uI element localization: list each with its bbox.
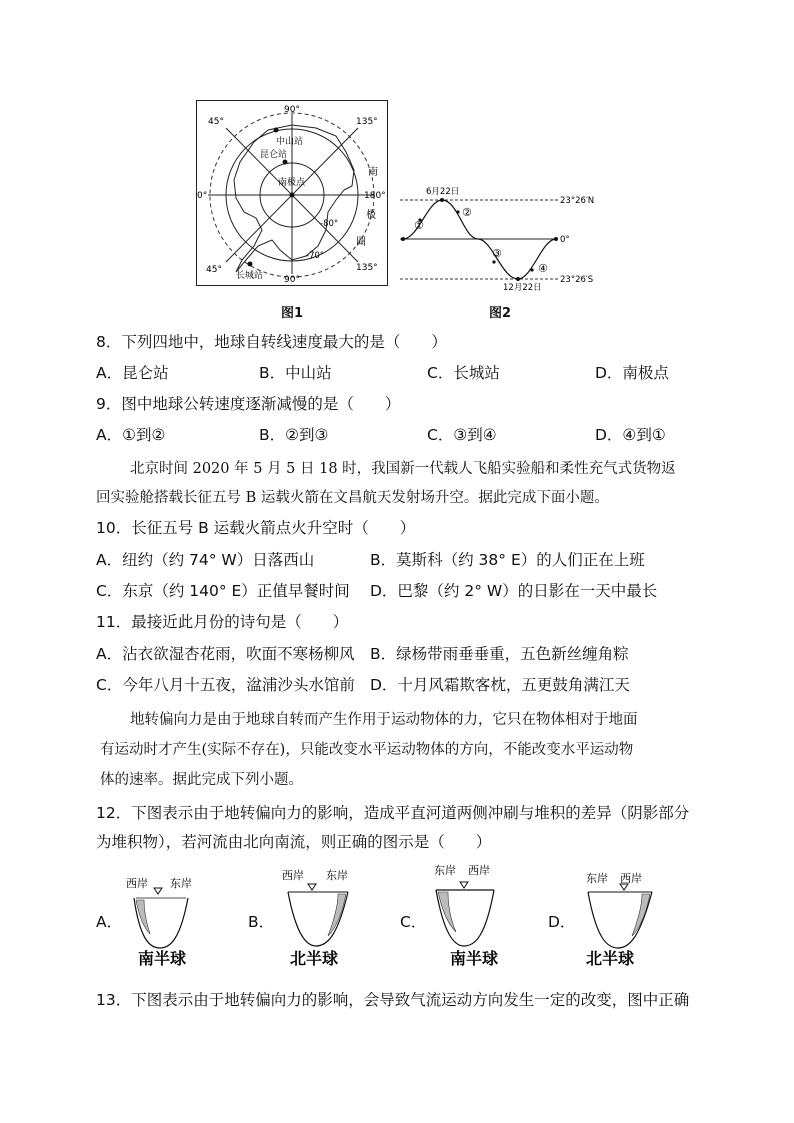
q12-option-d-letter[interactable]: D． xyxy=(548,913,576,931)
point-1: ① xyxy=(414,219,424,232)
q9-option-c[interactable]: C．③到④ xyxy=(427,426,497,444)
deg-45-bl: 45° xyxy=(206,265,222,275)
deg-180: 180° xyxy=(364,191,386,201)
south-pole-label: 南极点 xyxy=(278,178,306,188)
changcheng-station-dot xyxy=(248,262,253,267)
point-3: ③ xyxy=(492,247,502,260)
kunlun-station-dot xyxy=(283,160,288,165)
q8-stem: 8．下列四地中，地球自转线速度最大的是（ ） xyxy=(96,333,447,351)
q12-diagram-b[interactable] xyxy=(272,864,368,970)
svg-text:南半球: 南半球 xyxy=(138,949,187,968)
circle-label-2: 极 xyxy=(366,210,376,221)
deg-90-bottom: 90° xyxy=(284,275,300,285)
q12-option-c-letter[interactable]: C． xyxy=(400,913,427,931)
kunlun-label: 昆仑站 xyxy=(260,150,288,160)
q12-diagram-a[interactable] xyxy=(118,870,208,970)
q12-diagram-d[interactable] xyxy=(576,866,676,970)
q11-option-b[interactable]: B．绿杨带雨垂垂重，五色新丝缠角粽 xyxy=(370,645,629,663)
circle-label-1: 南 xyxy=(368,167,378,178)
zhongshan-station-dot xyxy=(274,128,279,133)
svg-text:北半球: 北半球 xyxy=(290,949,339,968)
changcheng-label: 长城站 xyxy=(236,271,264,281)
q11-option-a[interactable]: A．沾衣欲湿杏花雨，吹面不寒杨柳风 xyxy=(96,645,355,663)
svg-text:西岸: 西岸 xyxy=(620,872,642,885)
south-tropic-label: 23°26′S xyxy=(560,275,594,285)
deg-0: 0° xyxy=(197,191,208,201)
svg-text:西岸: 西岸 xyxy=(282,869,304,882)
q12-stem-line1: 12．下图表示由于地转偏向力的影响，造成平直河道两侧冲刷与堆积的差异（阴影部分 xyxy=(96,804,690,822)
lat-80: -80° xyxy=(320,219,339,229)
q9-option-b[interactable]: B．②到③ xyxy=(259,426,329,444)
q12-option-b-letter[interactable]: B． xyxy=(248,913,275,931)
q12-diagram-c[interactable] xyxy=(426,860,522,970)
south-pole-dot xyxy=(290,193,295,198)
q8-option-c[interactable]: C．长城站 xyxy=(427,364,500,382)
svg-text:南半球: 南半球 xyxy=(450,949,499,968)
q9-option-d[interactable]: D．④到① xyxy=(595,426,666,444)
point-2: ② xyxy=(462,206,472,219)
q8-option-d[interactable]: D．南极点 xyxy=(595,364,669,382)
q9-option-a[interactable]: A．①到② xyxy=(96,426,166,444)
lat-70: -70° xyxy=(306,251,325,261)
deg-45-tl: 45° xyxy=(208,117,224,127)
svg-text:西岸: 西岸 xyxy=(468,864,490,877)
equator-label: 0° xyxy=(560,235,570,245)
svg-text:西岸: 西岸 xyxy=(126,877,148,890)
circle-label-3: 圈 xyxy=(356,237,366,248)
q10-option-b[interactable]: B．莫斯科（约 38° E）的人们正在上班 xyxy=(370,551,645,569)
figure1-antarctica-map xyxy=(196,100,388,286)
svg-text:北半球: 北半球 xyxy=(586,949,635,968)
q10-option-a[interactable]: A．纽约（约 74° W）日落西山 xyxy=(96,551,315,569)
q8-option-b[interactable]: B．中山站 xyxy=(259,364,332,382)
june-22-label: 6月22日 xyxy=(426,187,460,197)
passage2-line3: 体的速率。据此完成下列小题。 xyxy=(100,772,303,788)
q10-stem: 10．长征五号 B 运载火箭点火升空时（ ） xyxy=(96,519,416,537)
svg-text:东岸: 东岸 xyxy=(170,877,192,890)
q10-option-c[interactable]: C．东京（约 140° E）正值早餐时间 xyxy=(96,582,350,600)
q11-option-c[interactable]: C．今年八月十五夜，湓浦沙头水馆前 xyxy=(96,676,355,694)
deg-135-tr: 135° xyxy=(356,117,378,127)
deg-90-top: 90° xyxy=(284,105,300,115)
dec-22-label: 12月22日 xyxy=(503,283,542,293)
q13-stem: 13．下图表示由于地转偏向力的影响，会导致气流运动方向发生一定的改变，图中正确 xyxy=(96,991,690,1009)
passage2-line2: 有运动时才产生(实际不存在)，只能改变水平运动物体的方向，不能改变水平运动物 xyxy=(100,742,634,758)
antarctica-outline xyxy=(234,125,354,272)
svg-text:东岸: 东岸 xyxy=(586,872,608,885)
zhongshan-label: 中山站 xyxy=(276,137,304,147)
q8-option-a[interactable]: A．昆仑站 xyxy=(96,364,169,382)
q11-option-d[interactable]: D．十月风霜欺客枕，五更鼓角满江天 xyxy=(370,676,630,694)
q11-stem: 11．最接近此月份的诗句是（ ） xyxy=(96,613,349,631)
svg-text:东岸: 东岸 xyxy=(326,869,348,882)
q10-option-d[interactable]: D．巴黎（约 2° W）的日影在一天中最长 xyxy=(370,582,658,600)
passage2-line1: 地转偏向力是由于地球自转而产生作用于运动物体的力，它只在物体相对于地面 xyxy=(130,712,638,728)
figure2-revolution-curve xyxy=(398,182,604,294)
passage1-line2: 回实验舱搭载长征五号 B 运载火箭在文昌航天发射场升空。据此完成下面小题。 xyxy=(96,490,609,506)
passage1-line1: 北京时间 2020 年 5 月 5 日 18 时，我国新一代载人飞船实验船和柔性充气式货物返 xyxy=(130,461,676,477)
svg-text:东岸: 东岸 xyxy=(434,864,456,877)
point-4: ④ xyxy=(538,262,548,275)
q9-stem: 9．图中地球公转速度逐渐减慢的是（ ） xyxy=(96,395,401,413)
q12-stem-line2: 为堆积物），若河流由北向南流，则正确的图示是（ ） xyxy=(96,833,492,851)
q12-option-a-letter[interactable]: A． xyxy=(96,913,123,931)
deg-135-br: 135° xyxy=(356,263,378,273)
figure1-caption: 图1 xyxy=(281,306,304,321)
north-tropic-label: 23°26′N xyxy=(560,196,595,206)
figure2-caption: 图2 xyxy=(489,306,512,321)
